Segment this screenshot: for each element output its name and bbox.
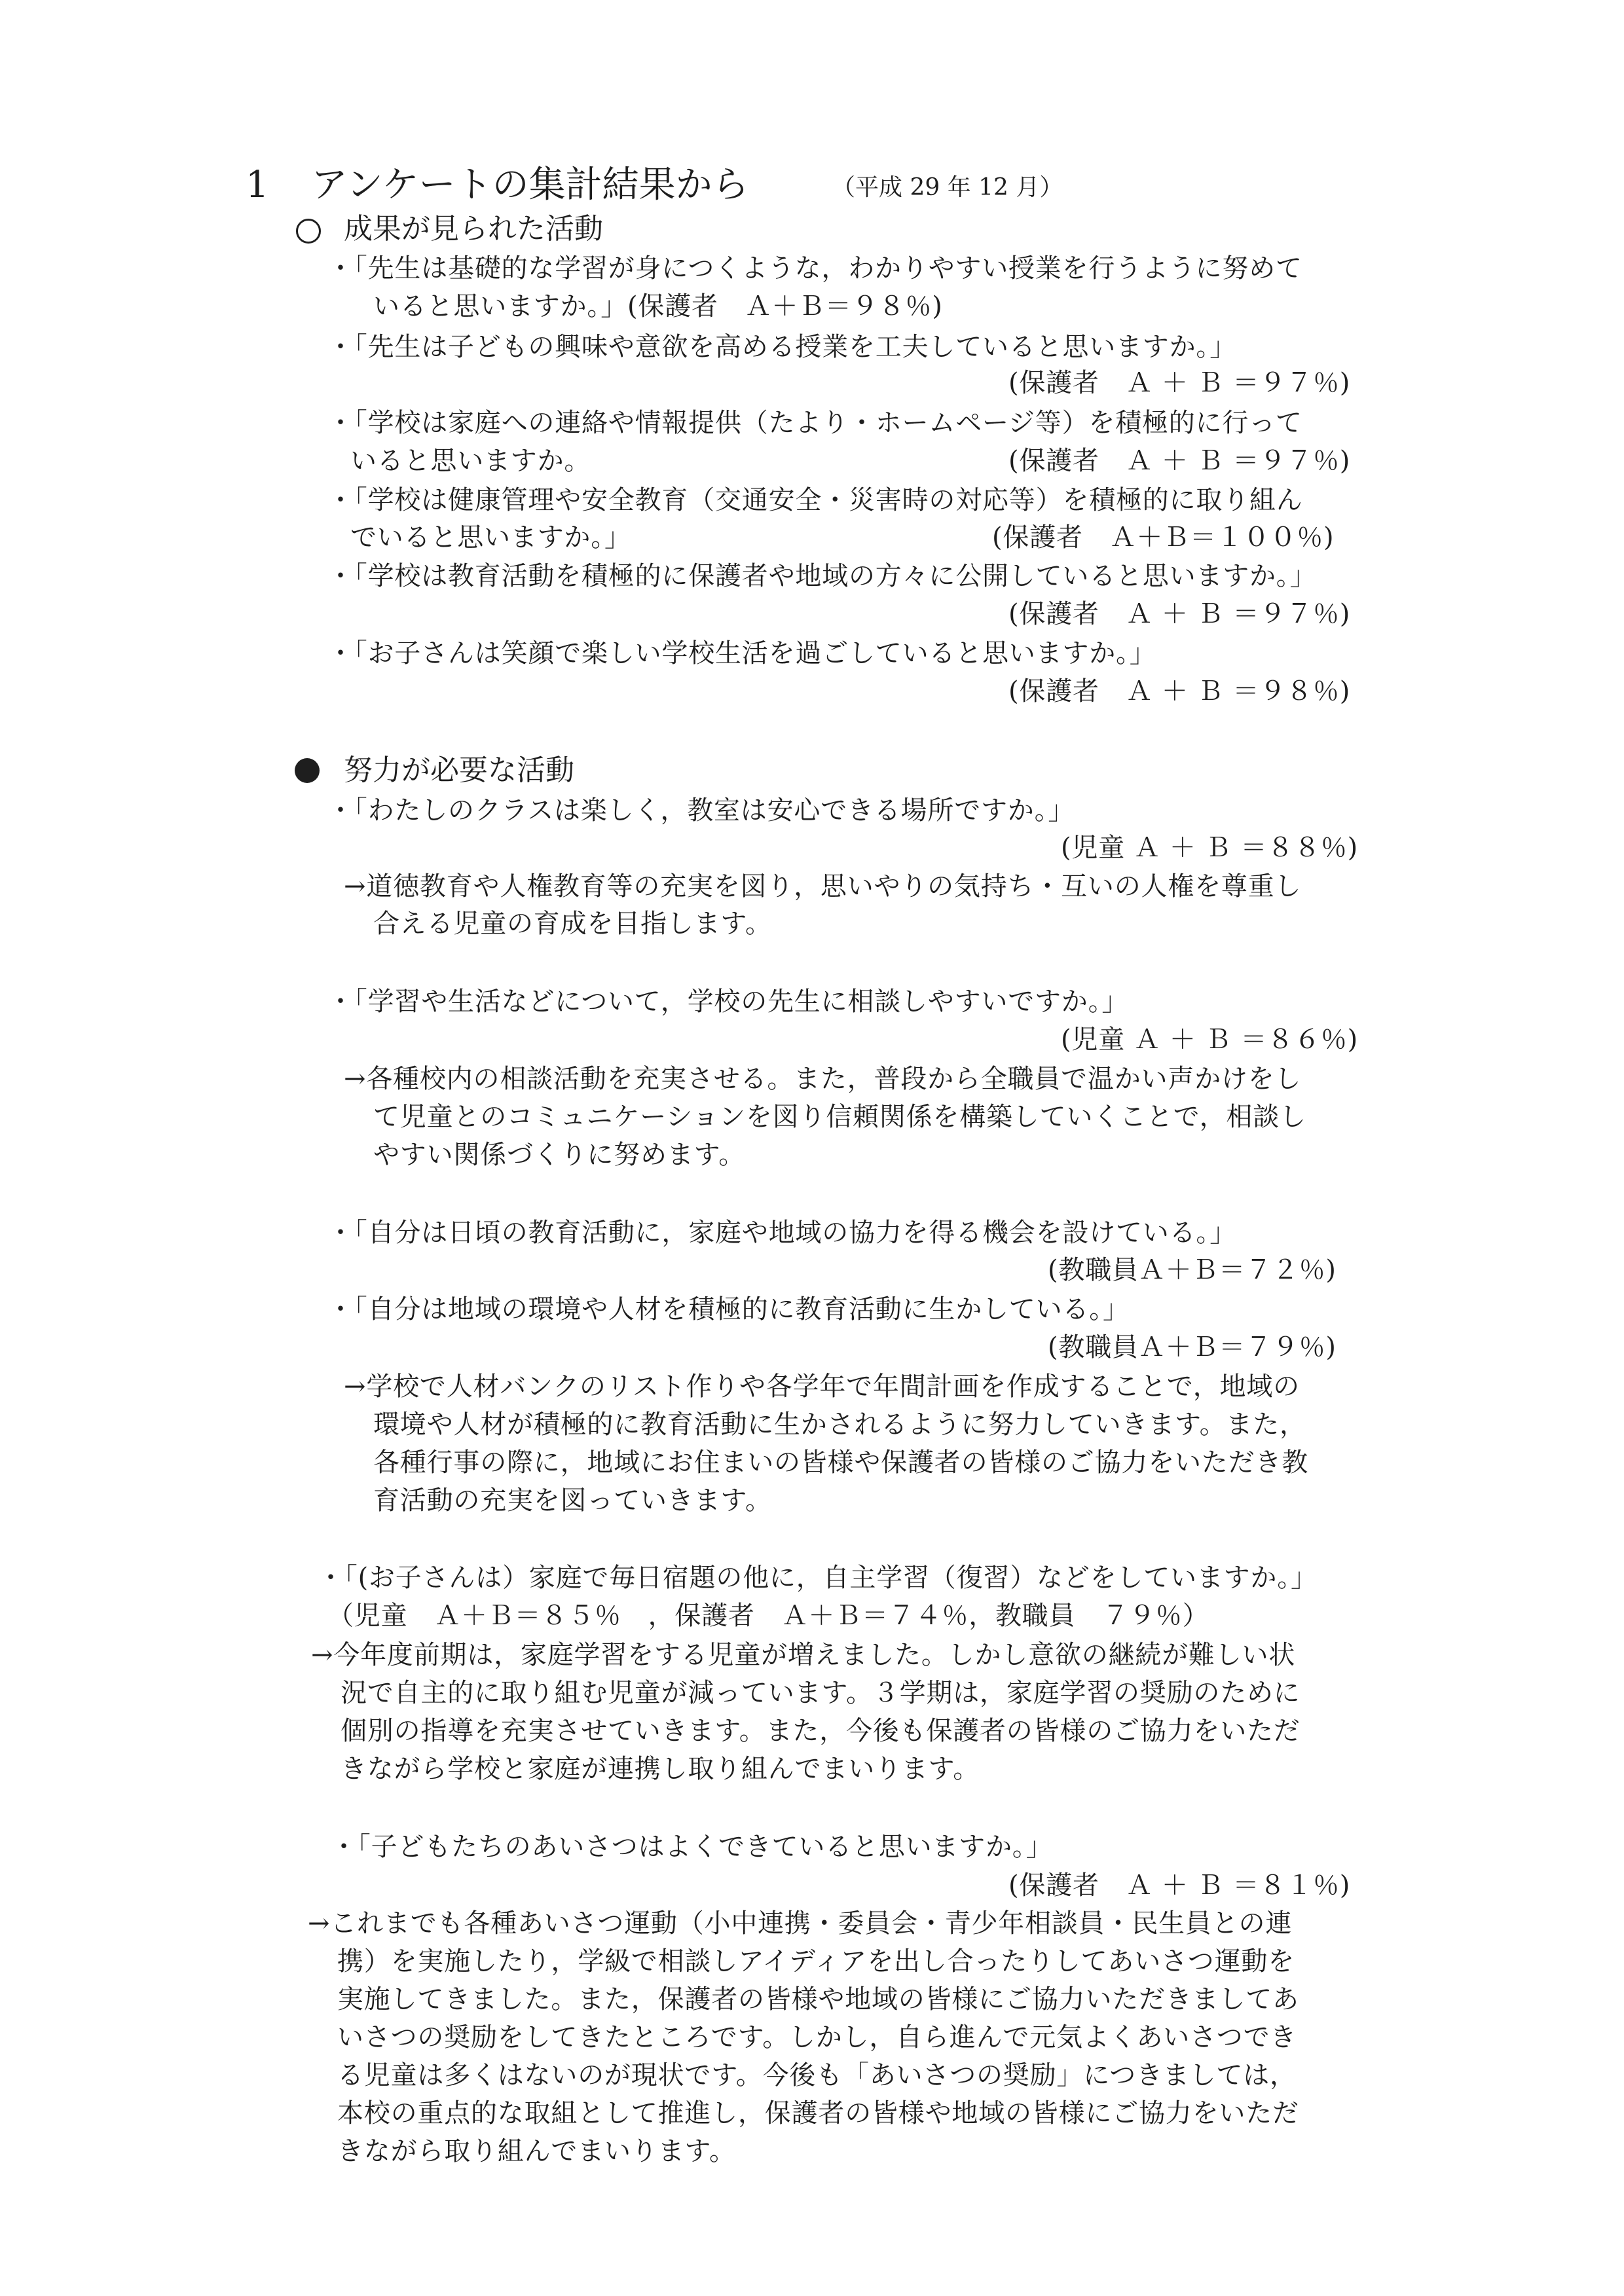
item-line: ・「お子さんは笑顔で楽しい学校生活を過ごしていると思いますか。」 — [327, 638, 1156, 668]
score-line: (保護者 Ａ ＋ Ｂ ＝９７％) — [1008, 599, 1351, 629]
response-line: 況で自主的に取り組む児童が減っています。３学期は，家庭学習の奨励のために — [341, 1678, 1301, 1708]
item-line: ・「わたしのクラスは楽しく，教室は安心できる場所ですか。」 — [327, 795, 1075, 826]
score-line: (保護者 Ａ ＋ Ｂ ＝９７％) — [1008, 368, 1351, 398]
score-line: (児童 Ａ ＋ Ｂ ＝８８％) — [1061, 833, 1359, 863]
filled-circle-bullet-icon — [295, 758, 320, 783]
response-line: →各種校内の相談活動を充実させる。また，普段から全職員で温かい声かけをし — [344, 1064, 1302, 1094]
item-line: ・「自分は日頃の教育活動に，家庭や地域の協力を得る機会を設けている。」 — [327, 1218, 1236, 1248]
item-line: ・「学校は教育活動を積極的に保護者や地域の方々に公開していると思いますか。」 — [327, 561, 1317, 591]
response-line: 環境や人材が積極的に教育活動に生かされるように努力していきます。また， — [373, 1410, 1306, 1440]
response-line: 個別の指導を充実させていきます。また，今後も保護者の皆様のご協力をいただ — [341, 1716, 1301, 1746]
item-line: ・「学校は健康管理や安全教育（交通安全・災害時の対応等）を積極的に取り組ん — [327, 485, 1303, 515]
score-line: (保護者 Ａ ＋ Ｂ ＝９８％) — [1008, 676, 1351, 706]
open-circle-bullet-icon — [296, 219, 321, 244]
response-line: →道徳教育や人権教育等の充実を図り，思いやりの気持ち・互いの人権を尊重し — [344, 871, 1302, 902]
response-line: きながら取り組んでまいります。 — [337, 2136, 736, 2166]
response-line: て児童とのコミュニケーションを図り信頼関係を構築していくことで，相談し — [373, 1102, 1306, 1132]
heading-date: （平成 29 年 12 月） — [832, 174, 1063, 201]
section-positive-title: 成果が見られた活動 — [344, 212, 603, 246]
item-line: ・「学習や生活などについて，学校の先生に相談しやすいですか。」 — [327, 987, 1129, 1017]
item-line: ・「(お子さんは）家庭で毎日宿題の他に，自主学習（復習）などをしていますか。」 — [318, 1563, 1318, 1593]
response-line: →今年度前期は，家庭学習をする児童が増えました。しかし意欲の継続が難しい状 — [311, 1640, 1296, 1670]
response-line: る児童は多くはないのが現状です。今後も「あいさつの奨励」につきましては， — [337, 2060, 1297, 2090]
item-line: ・「先生は基礎的な学習が身につくような，わかりやすい授業を行うように努めて — [327, 253, 1302, 283]
item-line: いると思いますか。」(保護者 Ａ＋Ｂ＝９８％) — [373, 291, 943, 321]
score-line: (保護者 Ａ＋Ｂ＝１００％) — [992, 522, 1335, 553]
item-line: ・「自分は地域の環境や人材を積極的に教育活動に生かしている。」 — [327, 1294, 1130, 1324]
response-line: →これまでも各種あいさつ運動（小中連携・委員会・青少年相談員・民生員との連 — [308, 1908, 1293, 1939]
response-line: →学校で人材バンクのリスト作りや各学年で年間計画を作成することで，地域の — [344, 1372, 1300, 1402]
score-line: （児童 Ａ＋Ｂ＝８５％ ，保護者 Ａ＋Ｂ＝７４％，教職員 ７９％） — [327, 1601, 1209, 1631]
response-line: 実施してきました。また，保護者の皆様や地域の皆様にご協力いただきましてあ — [337, 1984, 1299, 2014]
score-line: (保護者 Ａ ＋ Ｂ ＝８１％) — [1008, 1870, 1351, 1901]
section-effort-title: 努力が必要な活動 — [344, 754, 574, 787]
item-line: ・「学校は家庭への連絡や情報提供（たより・ホームページ等）を積極的に行って — [327, 408, 1302, 438]
item-line: ・「先生は子どもの興味や意欲を高める授業を工夫していると思いますか。」 — [327, 332, 1236, 362]
response-line: いさつの奨励をしてきたところです。しかし，自ら進んで元気よくあいさつでき — [337, 2022, 1297, 2052]
response-line: やすい関係づくりに努めます。 — [373, 1140, 745, 1170]
heading-title: アンケートの集計結果から — [311, 164, 749, 206]
response-line: 各種行事の際に，地域にお住まいの皆様や保護者の皆様のご協力をいただき教 — [373, 1448, 1308, 1478]
response-line: 育活動の充実を図っていきます。 — [373, 1485, 772, 1516]
score-line: (教職員Ａ＋Ｂ＝７９％) — [1048, 1332, 1337, 1362]
response-line: きながら学校と家庭が連携し取り組んでまいります。 — [341, 1754, 980, 1784]
response-line: 本校の重点的な取組として推進し，保護者の皆様や地域の皆様にご協力をいただ — [337, 2098, 1299, 2128]
score-line: (保護者 Ａ ＋ Ｂ ＝９７％) — [1008, 446, 1351, 476]
score-line: (児童 Ａ ＋ Ｂ ＝８６％) — [1061, 1025, 1359, 1055]
item-line: いると思いますか。 — [350, 446, 591, 476]
score-line: (教職員Ａ＋Ｂ＝７２％) — [1048, 1255, 1337, 1285]
item-line: ・「子どもたちのあいさつはよくできていると思いますか。」 — [331, 1832, 1053, 1862]
heading-number: 1 — [246, 164, 269, 206]
response-line: 携）を実施したり，学級で相談しアイディアを出し合ったりしてあいさつ運動を — [337, 1946, 1295, 1977]
item-line: でいると思いますか。」 — [350, 522, 631, 553]
response-line: 合える児童の育成を目指します。 — [373, 909, 772, 939]
